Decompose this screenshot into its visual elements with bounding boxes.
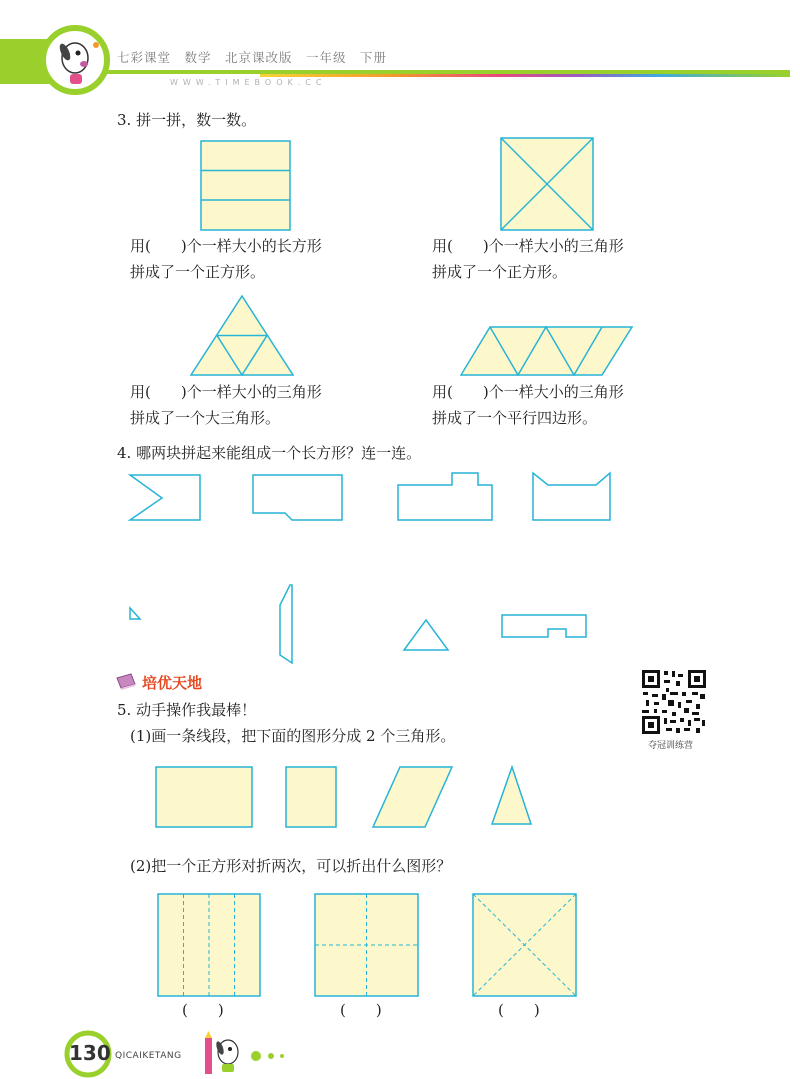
header-title: 七彩课堂 数学 北京课改版 一年级 下册 <box>117 50 388 65</box>
q4-shape-notched-rect <box>130 475 200 520</box>
q5-tall-rectangle <box>286 767 336 827</box>
answer-blank-1[interactable]: ( ) <box>182 1001 224 1019</box>
question-3-title: 3. 拼一拼，数一数。 <box>117 111 257 129</box>
q4-shape-cut-corner-rect <box>253 475 342 520</box>
page-number: 130 <box>69 1041 111 1065</box>
figure-triangle-of-triangles <box>190 295 295 377</box>
q3-item2-line2: 拼成了一个正方形。 <box>432 263 568 281</box>
q4-shape-triangle <box>404 620 448 650</box>
q5-rectangle <box>156 767 252 827</box>
figure-parallelogram-of-triangles <box>460 325 635 377</box>
q3-item3-line1: 用( )个一样大小的三角形 <box>130 383 322 401</box>
q4-shape-small-triangle <box>130 608 140 619</box>
q5-triangle <box>492 767 531 824</box>
q4-shape-bump-rect <box>398 473 492 520</box>
qr-code[interactable] <box>640 668 708 736</box>
q3-item4-line1: 用( )个一样大小的三角形 <box>432 383 624 401</box>
answer-blank-2[interactable]: ( ) <box>340 1001 382 1019</box>
q3-item1-line1: 用( )个一样大小的长方形 <box>130 237 322 255</box>
q5-part2-squares <box>150 888 580 1000</box>
question-5-title: 5. 动手操作我最棒！ <box>117 701 257 719</box>
q3-item2-line1: 用( )个一样大小的三角形 <box>432 237 624 255</box>
figure-square-diagonals <box>500 137 595 232</box>
question-5-sub1: (1)画一条线段，把下面的图形分成 2 个三角形。 <box>130 727 456 745</box>
figure-stacked-rectangles <box>200 140 292 232</box>
question-5-sub2: (2)把一个正方形对折两次，可以折出什么图形？ <box>130 857 452 875</box>
q4-shape-thin-trapezoid <box>280 585 292 663</box>
book-icon <box>115 672 137 690</box>
q5-parallelogram <box>373 767 452 827</box>
header-url: WWW.TIMEBOOK.CC <box>170 78 327 87</box>
q4-shape-v-notch-rect <box>533 473 610 520</box>
answer-blank-3[interactable]: ( ) <box>498 1001 540 1019</box>
footer-brand: QICAIKETANG <box>115 1051 182 1061</box>
section-title: 培优天地 <box>142 674 203 692</box>
q4-shapes <box>120 465 640 665</box>
question-4-title: 4. 哪两块拼起来能组成一个长方形？连一连。 <box>117 444 422 462</box>
q3-item4-line2: 拼成了一个平行四边形。 <box>432 409 598 427</box>
q4-shape-notched-bar <box>502 615 586 637</box>
qr-label: 夺冠训练营 <box>648 741 694 751</box>
q3-item3-line2: 拼成了一个大三角形。 <box>130 409 281 427</box>
q5-part1-shapes <box>150 762 550 832</box>
q3-item1-line2: 拼成了一个正方形。 <box>130 263 266 281</box>
